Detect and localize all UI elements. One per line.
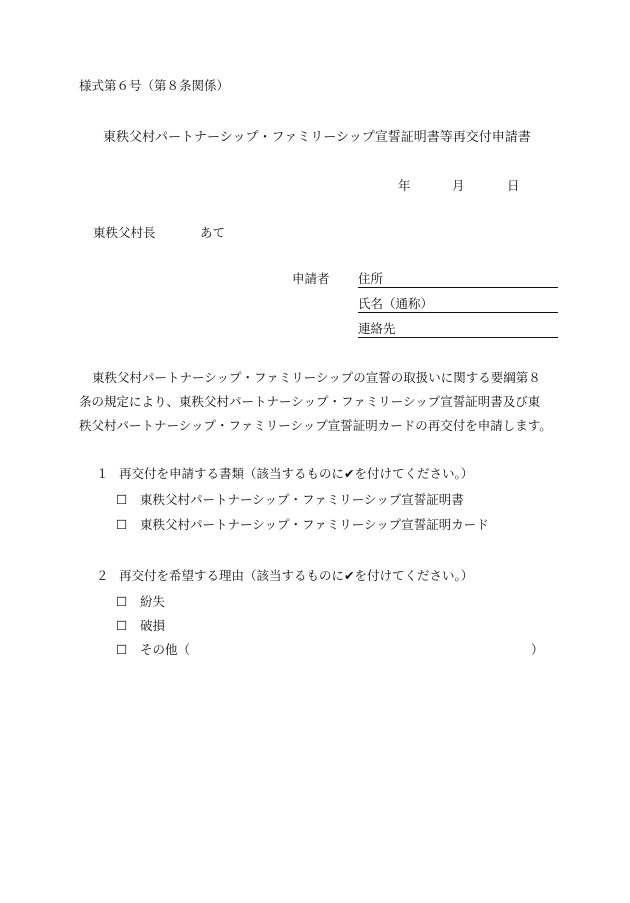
contact-field[interactable] (358, 321, 558, 338)
option-other-close: ） (531, 642, 544, 657)
date-year-label: 年 (398, 178, 411, 193)
form-title: 東秩父村パートナーシップ・ファミリーシップ宣誓証明書等再交付申請書 (103, 130, 531, 145)
option-label: 紛失 (140, 594, 166, 609)
section1-number: １ (96, 466, 109, 481)
checkbox-icon[interactable]: ☐ (116, 642, 128, 657)
checkbox-icon[interactable]: ☐ (116, 492, 128, 507)
other-reason-input[interactable] (196, 640, 526, 658)
option-certificate[interactable] (116, 492, 464, 508)
option-label: 東秩父村パートナーシップ・ファミリーシップ宣誓証明カード (140, 517, 489, 532)
body-line: 東秩父村パートナーシップ・ファミリーシップの宣誓の取扱いに関する要綱第８ (92, 370, 541, 385)
form-number: 様式第６号（第８条関係） (79, 78, 230, 93)
checkbox-icon[interactable]: ☐ (116, 618, 128, 633)
checkbox-icon[interactable]: ☐ (116, 594, 128, 609)
address-field[interactable] (358, 271, 558, 288)
section2-heading: 再交付を希望する理由（該当するものに✔を付けてください。） (119, 568, 474, 583)
section1-heading: 再交付を申請する書類（該当するものに✔を付けてください。） (119, 466, 474, 481)
option-other[interactable] (116, 642, 190, 658)
name-field[interactable] (358, 296, 558, 313)
option-damaged[interactable] (116, 618, 165, 634)
body-paragraph (79, 366, 599, 438)
applicant-label: 申請者 (292, 271, 330, 286)
addressee-suffix: あて (200, 225, 226, 240)
section2-number: ２ (96, 568, 109, 583)
body-line: 秩父村パートナーシップ・ファミリーシップ宣誓証明カードの再交付を申請します。 (79, 418, 552, 433)
option-label: 東秩父村パートナーシップ・ファミリーシップ宣誓証明書 (140, 492, 464, 507)
date-month-label: 月 (452, 178, 465, 193)
date-day-label: 日 (507, 178, 520, 193)
checkbox-icon[interactable]: ☐ (116, 517, 128, 532)
option-lost[interactable] (116, 594, 165, 610)
name-label: 氏名（通称） (358, 296, 434, 311)
address-label: 住所 (358, 271, 384, 286)
option-other-label: その他（ (140, 642, 191, 657)
option-card[interactable] (116, 517, 489, 533)
addressee-name: 東秩父村長 (93, 225, 156, 240)
body-line: 条の規定により、東秩父村パートナーシップ・ファミリーシップ宣誓証明書及び東 (79, 394, 541, 409)
contact-label: 連絡先 (358, 321, 396, 336)
option-label: 破損 (140, 618, 166, 633)
